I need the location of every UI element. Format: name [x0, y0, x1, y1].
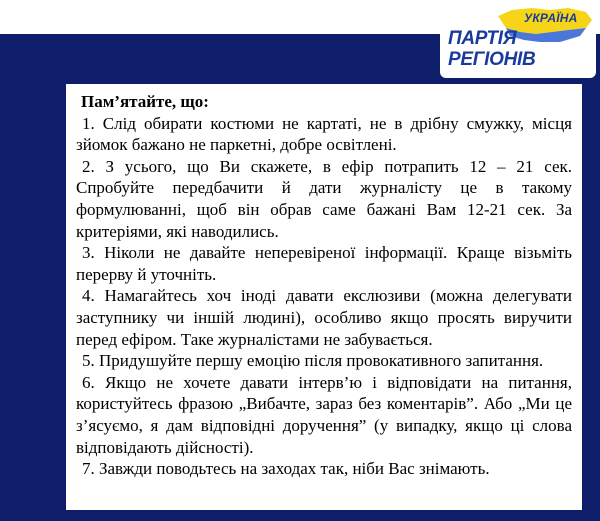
list-item: 6. Якщо не хочете давати інтерв’ю і відповідати на питання, користуйтесь фразою „Вибачте, зараз без коментарів”. Або „Ми це з’ясуємо, я дам відповідні доручення” (у випадку, якщо ці слова відповідають дійсності). — [76, 372, 572, 457]
logo-country-text: УКРАЇНА — [524, 11, 578, 25]
heading: Пам’ятайте, що: — [81, 92, 209, 111]
logo-party-text: ПАРТІЯ — [448, 28, 517, 49]
list-item: 7. Завжди поводьтесь на заходах так, ніби Вас знімають. — [82, 459, 490, 479]
text-panel — [66, 84, 582, 510]
list-item: 4. Намагайтесь хоч іноді давати екслюзиви (можна делегувати заступнику чи іншій людині), особливо якщо просять виручити перед ефіром. Таке журналістами не забувається. — [76, 286, 572, 349]
list-item: 2. З усього, що Ви скажете, в ефір потрапить 12 – 21 сек. Спробуйте передбачити й дати журналісту це в такому формулюванні, щоб він обрав саме бажані Вам 12-21 сек. За критеріями, які наводились. — [76, 156, 572, 241]
list-item: 3. Ніколи не давайте неперевіреної інформації. Краще візьміть перерву й уточніть. — [76, 243, 572, 284]
list-item: 5. Придушуйте першу емоцію після провокативного запитання. — [82, 351, 544, 371]
list-item: 1. Слід обирати костюми не картаті, не в дрібну смужку, місця зйомок бажано не паркетні, добре освітлені. — [76, 113, 572, 155]
logo-regions-text: РЕГІОНІВ — [448, 49, 536, 70]
party-logo — [440, 2, 596, 78]
